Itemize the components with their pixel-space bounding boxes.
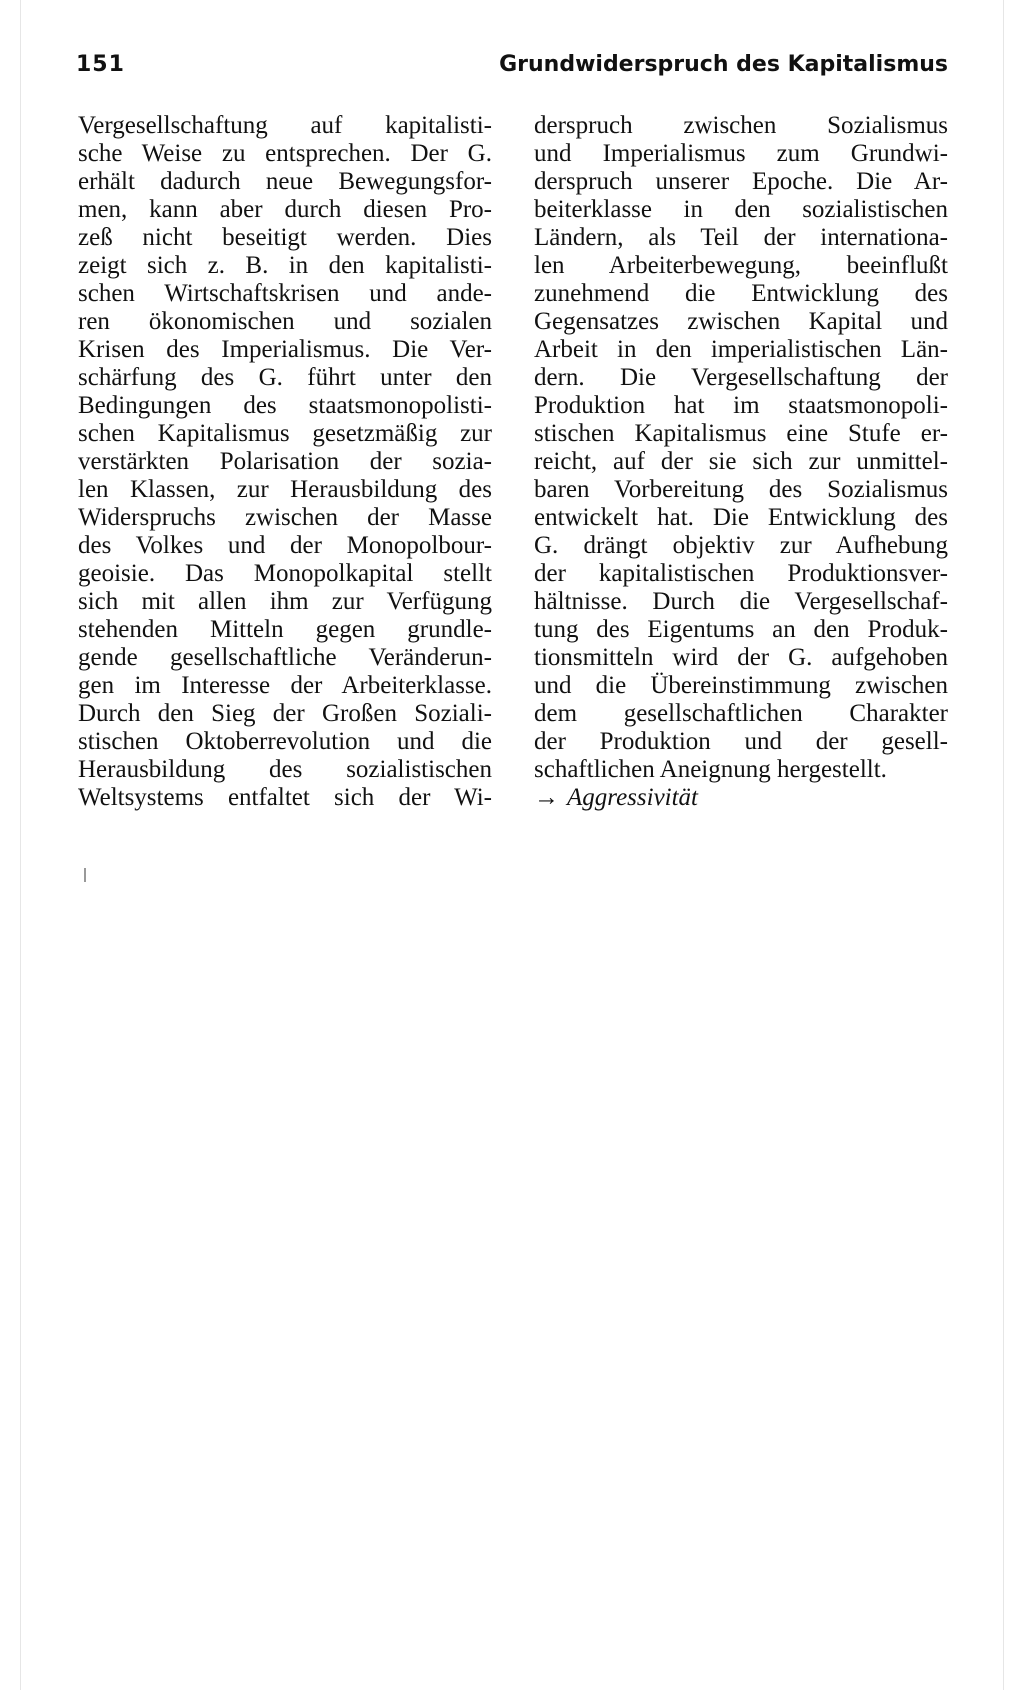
- cross-reference[interactable]: [534, 784, 948, 812]
- text-line: und Imperialismus zum Grundwi-: [534, 140, 948, 167]
- text-line: hältnisse. Durch die Vergesellschaf-: [534, 588, 948, 615]
- cross-reference-term[interactable]: Aggressivität: [567, 784, 699, 811]
- text-line: tionsmitteln wird der G. aufgehoben: [534, 644, 948, 671]
- text-line: len Klassen, zur Herausbildung des: [78, 476, 492, 503]
- text-line: Widerspruchs zwischen der Masse: [78, 504, 492, 531]
- page-edge-right: [1003, 0, 1004, 1690]
- text-line: Ländern, als Teil der internationa-: [534, 224, 948, 251]
- text-line: schen Kapitalismus gesetzmäßig zur: [78, 420, 492, 447]
- text-line: reicht, auf der sie sich zur unmittel-: [534, 448, 948, 475]
- text-line: erhält dadurch neue Bewegungsfor-: [78, 168, 492, 195]
- text-line: schaftlichen Aneignung hergestellt.: [534, 756, 887, 783]
- text-line: der kapitalistischen Produktionsver-: [534, 560, 948, 587]
- text-line: Arbeit in den imperialistischen Län-: [534, 336, 948, 363]
- text-line: sche Weise zu entsprechen. Der G.: [78, 140, 492, 167]
- text-line: zeß nicht beseitigt werden. Dies: [78, 224, 492, 251]
- text-line: Gegensatzes zwischen Kapital und: [534, 308, 948, 335]
- text-line: gende gesellschaftliche Veränderun-: [78, 644, 492, 671]
- text-line: und die Übereinstimmung zwischen: [534, 672, 948, 699]
- running-head: Grundwiderspruch des Kapitalismus: [499, 52, 948, 77]
- text-line: Krisen des Imperialismus. Die Ver-: [78, 336, 492, 363]
- text-line: derspruch unserer Epoche. Die Ar-: [534, 168, 948, 195]
- text-line: derspruch zwischen Sozialismus: [534, 112, 948, 139]
- text-line: schärfung des G. führt unter den: [78, 364, 492, 391]
- text-line: der Produktion und der gesell-: [534, 728, 948, 755]
- arrow-right-icon: →: [534, 784, 559, 811]
- text-line: gen im Interesse der Arbeiterklasse.: [78, 672, 492, 699]
- left-column: [78, 112, 492, 812]
- text-line: Weltsystems entfaltet sich der Wi-: [78, 784, 492, 811]
- text-line: stischen Kapitalismus eine Stufe er-: [534, 420, 948, 447]
- text-line: sich mit allen ihm zur Verfügung: [78, 588, 492, 615]
- text-line: baren Vorbereitung des Sozialismus: [534, 476, 948, 503]
- text-line: Produktion hat im staatsmonopoli-: [534, 392, 948, 419]
- text-line: beiterklasse in den sozialistischen: [534, 196, 948, 223]
- text-line: schen Wirtschaftskrisen und ande-: [78, 280, 492, 307]
- text-line: stehenden Mitteln gegen grundle-: [78, 616, 492, 643]
- text-line: Vergesellschaftung auf kapitalisti-: [78, 112, 492, 139]
- text-line: zeigt sich z. B. in den kapitalisti-: [78, 252, 492, 279]
- right-column: [534, 112, 948, 812]
- text-line: men, kann aber durch diesen Pro-: [78, 196, 492, 223]
- text-line: verstärkten Polarisation der sozia-: [78, 448, 492, 475]
- text-line: stischen Oktoberrevolution und die: [78, 728, 492, 755]
- text-line: dem gesellschaftlichen Charakter: [534, 700, 948, 727]
- text-line: G. drängt objektiv zur Aufhebung: [534, 532, 948, 559]
- text-line: tung des Eigentums an den Produk-: [534, 616, 948, 643]
- text-line: dern. Die Vergesellschaftung der: [534, 364, 948, 391]
- page-edge-left: [20, 0, 21, 1690]
- text-line: Herausbildung des sozialistischen: [78, 756, 492, 783]
- text-line: Durch den Sieg der Großen Soziali-: [78, 700, 492, 727]
- text-line: zunehmend die Entwicklung des: [534, 280, 948, 307]
- text-line: entwickelt hat. Die Entwicklung des: [534, 504, 948, 531]
- page-number: 151: [76, 52, 125, 77]
- scan-speck: [84, 868, 86, 882]
- page-header: [76, 52, 948, 88]
- text-line: des Volkes und der Monopolbour-: [78, 532, 492, 559]
- text-line: Bedingungen des staatsmonopolisti-: [78, 392, 492, 419]
- text-line: ren ökonomischen und sozialen: [78, 308, 492, 335]
- text-line: len Arbeiterbewegung, beeinflußt: [534, 252, 948, 279]
- text-line: geoisie. Das Monopolkapital stellt: [78, 560, 492, 587]
